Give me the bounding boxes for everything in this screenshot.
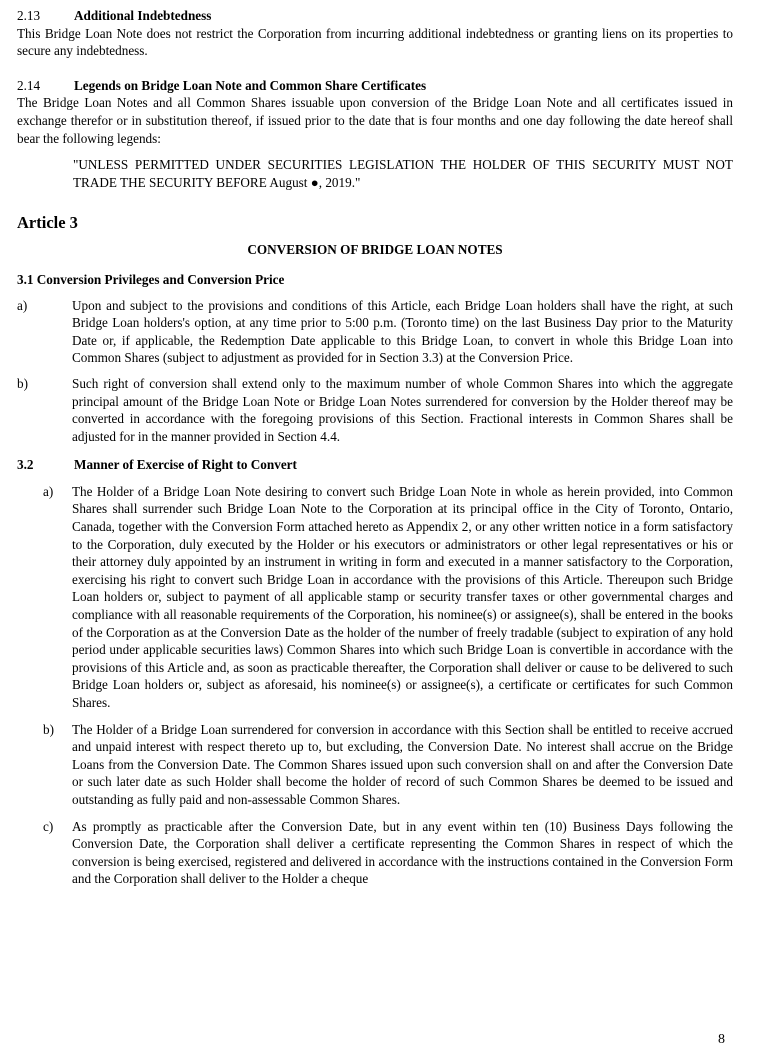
list-item	[17, 483, 733, 712]
section-3-1-heading: 3.1 Conversion Privileges and Conversion Price	[17, 271, 285, 287]
document-page	[17, 7, 733, 888]
section-2-14-heading	[17, 77, 733, 95]
section-2-13-heading	[17, 7, 733, 25]
list-item	[17, 721, 733, 809]
article-heading: Article 3	[17, 213, 78, 233]
list-item	[17, 375, 733, 445]
page-number: 8	[718, 1032, 725, 1047]
list-item-text: Such right of conversion shall extend only to the maximum number of whole Common Shares into which the aggregate principal amount of the Bridge Loan Note or Bridge Loan Notes surrendered for conversion by the Holder thereof may be converted in accordance with the foregoing provisions of this Section. Fractional interests in Common Shares shall be adjusted for in the manner provided in Section 4.4.	[72, 375, 733, 444]
list-item	[17, 818, 733, 888]
section-title: Additional Indebtedness	[74, 8, 212, 23]
section-2-14-body: The Bridge Loan Notes and all Common Shares issuable upon conversion of the Bridge Loan Note and all certificates issued in exchange therefor or in substitution thereof, if issued prior to the date that is four months and one day following the date hereof shall bear the following legends:	[17, 95, 733, 146]
list-item-text: The Holder of a Bridge Loan Note desiring to convert such Bridge Loan Note in whole as herein provided, into Common Shares shall surrender such Bridge Loan Note to the Corporation at its principal office in the City of Toronto, Ontario, Canada, together with the Conversion Form attached hereto as Appendix 2, or any other written notice in a form satisfactory to the Corporation, duly executed by the Holder or his executors or administrators or other legal representatives or his or their attorney duly appointed by an instrument in writing in form and executed in a manner satisfactory to the Corporation, exercising his right to convert such Bridge Loan in accordance with the provisions of this Article. Thereupon such Bridge Loan holders or, subject to payment of all applicable stamp or security transfer taxes or other governmental charges and compliance with all reasonable requirements of the Corporation, his nominee(s) or assignee(s), shall be entered in the books of the Corporation as at the Conversion Date as the holder of the number of freely tradable (subject to expiration of any hold period under applicable securities laws) Common Shares into which such Bridge Loan is convertible in accordance with the provisions of this Article and, as soon as practicable thereafter, the Corporation shall deliver or cause to be delivered to such Bridge Loan holders or, subject as aforesaid, his nominee(s) or assignee(s), a certificate or certificates for such Common Shares.	[72, 483, 733, 710]
section-number: 2.13	[17, 8, 41, 23]
list-item-label: b)	[17, 375, 28, 391]
list-item-text: The Holder of a Bridge Loan surrendered for conversion in accordance with this Section shall be entitled to receive accrued and unpaid interest with respect thereto up to, but excluding, the Conversion Date. No interest shall accrue on the Bridge Loans from the Conversion Date. The Common Shares issued upon such conversion shall on and after the Conversion Date or such later date as such Holder shall become the holder of record of such Common Shares be deemed to be issued and outstanding as fully paid and non-assessable Common Shares.	[72, 721, 733, 807]
list-item-label: a)	[17, 297, 28, 313]
section-number: 2.14	[17, 77, 41, 93]
list-item-label: c)	[43, 818, 54, 834]
list-item-label: a)	[43, 483, 54, 499]
list-item-text: As promptly as practicable after the Conversion Date, but in any event within ten (10) Business Days following the Conversion Date, the Corporation shall deliver a certificate representing the Common Shares in respect of which the conversion is being exercised, registered and delivered in accordance with the instructions contained in the Conversion Form and the Corporation shall deliver to the Holder a cheque	[72, 818, 733, 887]
list-item-label: b)	[43, 721, 54, 737]
section-number: 3.2	[17, 457, 34, 473]
article-title: CONVERSION OF BRIDGE LOAN NOTES	[247, 242, 503, 258]
list-item-text: Upon and subject to the provisions and conditions of this Article, each Bridge Loan holders shall have the right, at such Bridge Loan holders's option, at any time prior to 5:00 p.m. (Toronto time) on the last Business Day prior to the Maturity Date or, if applicable, the Redemption Date applicable to this Bridge Loan, to convert in whole this Bridge Loan into Common Shares (subject to adjustment as provided for in Section 3.3) at the Conversion Price.	[72, 297, 733, 366]
legend-quote: "UNLESS PERMITTED UNDER SECURITIES LEGISLATION THE HOLDER OF THIS SECURITY MUST NOT TRADE THE SECURITY BEFORE August ●, 2019."	[73, 157, 733, 190]
section-2-13-body: This Bridge Loan Note does not restrict the Corporation from incurring additional indebtedness or granting liens on its properties to secure any indebtedness.	[17, 25, 733, 59]
section-title: Legends on Bridge Loan Note and Common Share Certificates	[74, 77, 427, 93]
section-3-2-heading	[17, 456, 733, 474]
list-item	[17, 297, 733, 367]
section-title: Manner of Exercise of Right to Convert	[74, 457, 297, 473]
